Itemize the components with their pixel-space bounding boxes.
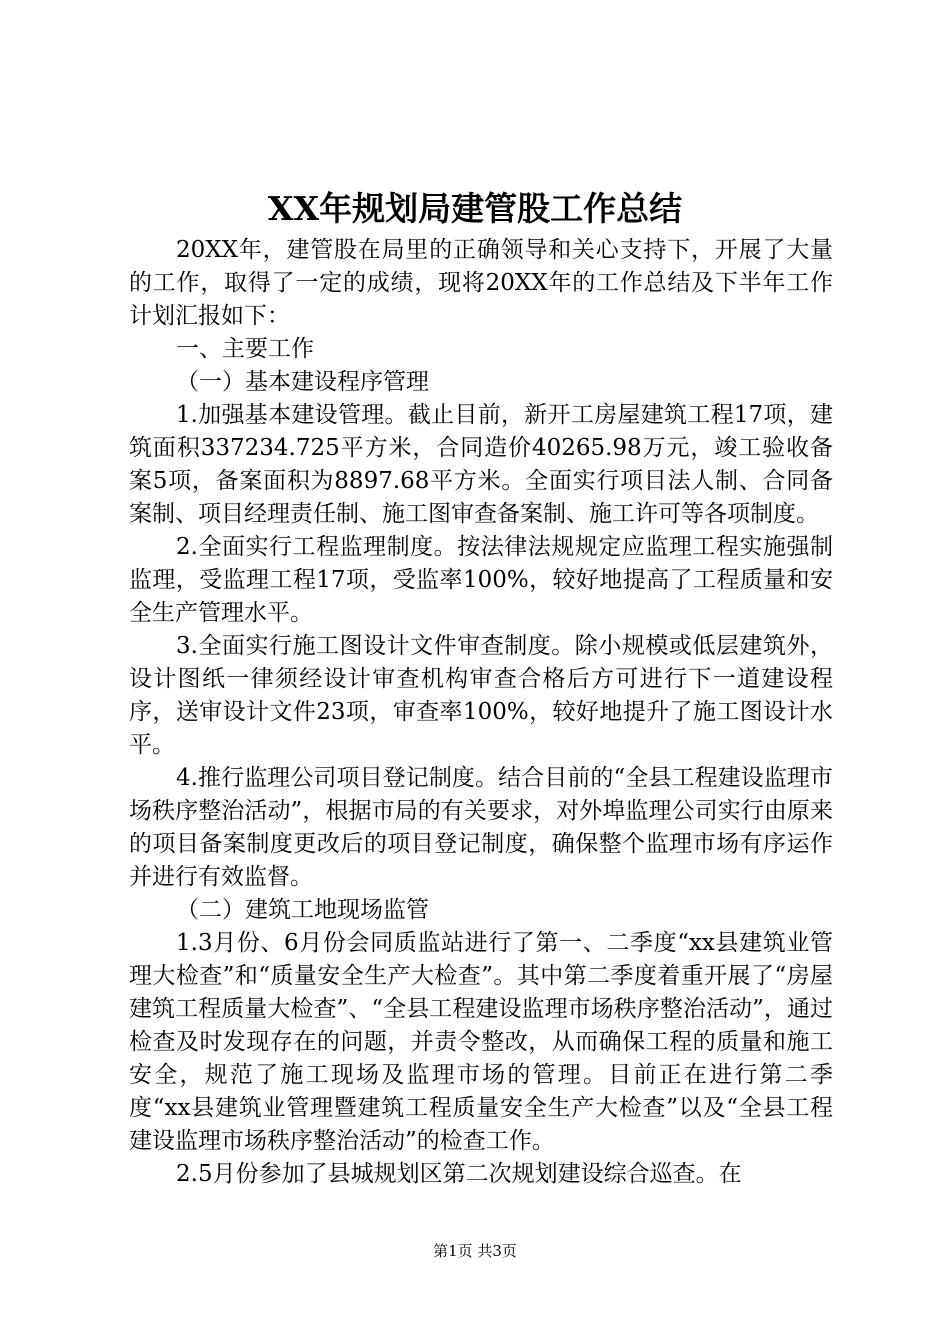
paragraph-item-1: 1.加强基本建设管理。截止目前，新开工房屋建筑工程17项，建筑面积337234.725平方米，合同造价40265.98万元，竣工验收备案5项，备案面积为8897.68平方米。全面实行项目法人制、合同备案制、项目经理责任制、施工图审查备案制、施工许可等各项制度。 — [129, 402, 833, 527]
subsection-heading-construction-procedure: （一）基本建设程序管理 — [176, 369, 429, 395]
document-title: XX年规划局建管股工作总结 — [267, 189, 683, 228]
document-body — [129, 234, 833, 1191]
paragraph-item-2: 2.全面实行工程监理制度。按法律法规规定应监理工程实施强制监理，受监理工程17项，受监率100%，较好地提高了工程质量和安全生产管理水平。 — [129, 534, 833, 626]
paragraph-site-item-1: 1.3月份、6月份会同质监站进行了第一、二季度“xx县建筑业管理大检查”和“质量安全生产大检查”。其中第二季度着重开展了“房屋建筑工程质量大检查”、“全县工程建设监理市场秩序整治活动”，通过检查及时发现存在的问题，并责令整改，从而确保工程的质量和施工安全，规范了施工现场及监理市场的管理。目前正在进行第二季度“xx县建筑业管理暨建筑工程质量安全生产大检查”以及“全县工程建设监理市场秩序整治活动”的检查工作。 — [129, 930, 833, 1154]
paragraph-site-item-2: 2.5月份参加了县城规划区第二次规划建设综合巡查。在 — [176, 1161, 742, 1187]
paragraph-item-4: 4.推行监理公司项目登记制度。结合目前的“全县工程建设监理市场秩序整治活动”，根据市局的有关要求，对外埠监理公司实行由原来的项目备案制度更改后的项目登记制度，确保整个监理市场有序运作并进行有效监督。 — [129, 765, 833, 890]
section-heading-main-work: 一、主要工作 — [176, 336, 314, 362]
page-footer: 第1页 共3页 — [433, 1242, 517, 1260]
subsection-heading-site-supervision: （二）建筑工地现场监管 — [176, 897, 429, 923]
paragraph-item-3: 3.全面实行施工图设计文件审查制度。除小规模或低层建筑外，设计图纸一律须经设计审查机构审查合格后方可进行下一道建设程序，送审设计文件23项，审查率100%，较好地提升了施工图设计水平。 — [129, 633, 833, 758]
intro-paragraph: 20XX年，建管股在局里的正确领导和关心支持下，开展了大量的工作，取得了一定的成绩，现将20XX年的工作总结及下半年工作计划汇报如下： — [129, 237, 833, 329]
